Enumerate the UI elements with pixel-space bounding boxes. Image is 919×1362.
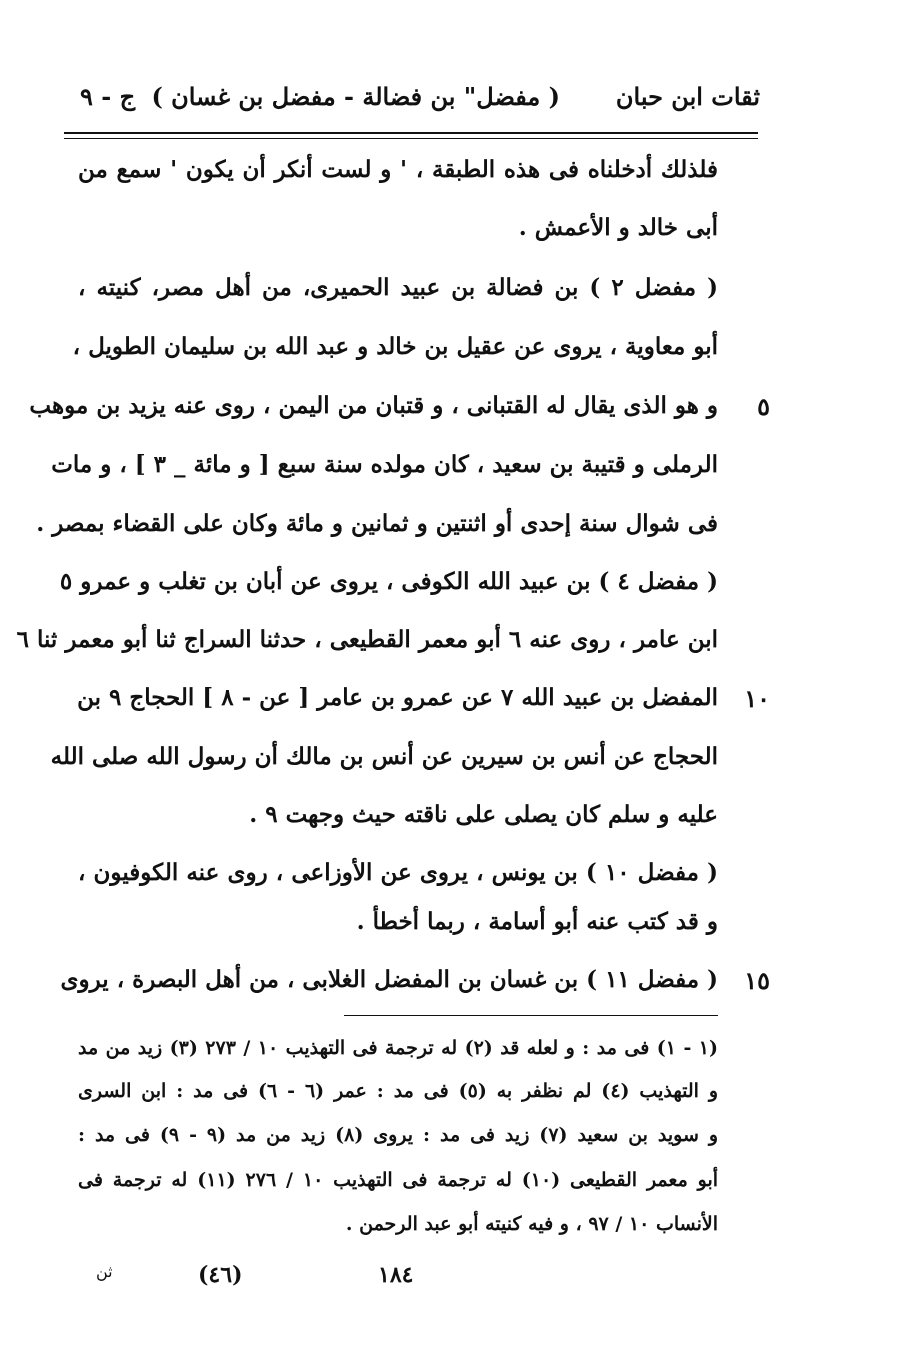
signature-mark: (٤٦) (198, 1262, 243, 1288)
body-line: ( مفضل ٢ ) بن فضالة بن عبيد الحميرى، من أهل مصر، كنيته ، (78, 274, 718, 301)
body-line: عليه و سلم كان يصلى على ناقته حيث وجهت ٩ . (249, 801, 718, 828)
body-line: الرملى و قتيبة بن سعيد ، كان مولده سنة سبع [ و مائة _ ٣ ] ، و مات (51, 451, 718, 478)
line-number: ٥ (757, 392, 770, 421)
body-line: أبى خالد و الأعمش . (518, 214, 718, 241)
header-rule-thin (64, 138, 758, 139)
header-book-title: ثقات ابن حبان (615, 82, 760, 111)
footnote-line: و التهذيب (٤) لم نظفر به (٥) فى مد : عمر (٦ - ٦) فى مد : ابن السرى (78, 1080, 718, 1102)
body-line: أبو معاوية ، يروى عن عقيل بن خالد و عبد الله بن سليمان الطويل ، (72, 333, 718, 360)
line-number: ١٠ (744, 684, 770, 713)
body-line: ( مفضل ١٠ ) بن يونس ، يروى عن الأوزاعى ، روى عنه الكوفيون ، (78, 859, 719, 886)
body-line: فى شوال سنة إحدى أو اثنتين و ثمانين و مائة وكان على القضاء بمصر . (36, 510, 718, 537)
header-entry-range: ( مفضل" بن فضالة - مفضل بن غسان ) (151, 82, 560, 111)
header-rule-thick (64, 132, 758, 134)
body-line: ( مفضل ١١ ) بن غسان بن المفضل الغلابى ، من أهل البصرة ، يروى (60, 966, 718, 993)
footnote-line: الأنساب ١٠ / ٩٧ ، و فيه كنيته أبو عبد الرحمن . (345, 1213, 718, 1235)
running-header (70, 78, 760, 122)
body-line: المفضل بن عبيد الله ٧ عن عمرو بن عامر [ عن - ٨ ] الحجاج ٩ بن (77, 684, 718, 711)
footnote-line: (١ - ١) فى مد : و لعله قد (٢) له ترجمة فى التهذيب ١٠ / ٢٧٣ (٣) زيد من مد (78, 1037, 719, 1059)
body-line: و هو الذى يقال له القتبانى ، و قتبان من اليمن ، روى عنه يزيد بن موهب (29, 392, 718, 419)
body-line: الحجاج عن أنس بن سيرين عن أنس بن مالك أن رسول الله صلى الله (50, 743, 718, 770)
footnote-line: أبو معمر القطيعى (١٠) له ترجمة فى التهذيب ١٠ / ٢٧٦ (١١) له ترجمة فى (78, 1169, 719, 1191)
body-line: فلذلك أدخلناه فى هذه الطبقة ، ' و لست أنكر أن يكون ' سمع من (78, 156, 718, 183)
footnote-rule (344, 1015, 718, 1016)
printer-mark: ثن (96, 1262, 113, 1281)
body-line: و قد كتب عنه أبو أسامة ، ربما أخطأ . (356, 908, 718, 935)
line-number: ١٥ (744, 966, 770, 995)
footnote-line: و سويد بن سعيد (٧) زيد فى مد : يروى (٨) زيد من مد (٩ - ٩) فى مد : (78, 1124, 719, 1146)
page-number: ١٨٤ (378, 1262, 414, 1288)
header-volume: ج - ٩ (80, 82, 136, 111)
body-line: ( مفضل ٤ ) بن عبيد الله الكوفى ، يروى عن أبان بن تغلب و عمرو ٥ (59, 568, 718, 595)
body-line: ابن عامر ، روى عنه ٦ أبو معمر القطيعى ، حدثنا السراج ثنا أبو معمر ثنا ٦ (16, 626, 718, 653)
